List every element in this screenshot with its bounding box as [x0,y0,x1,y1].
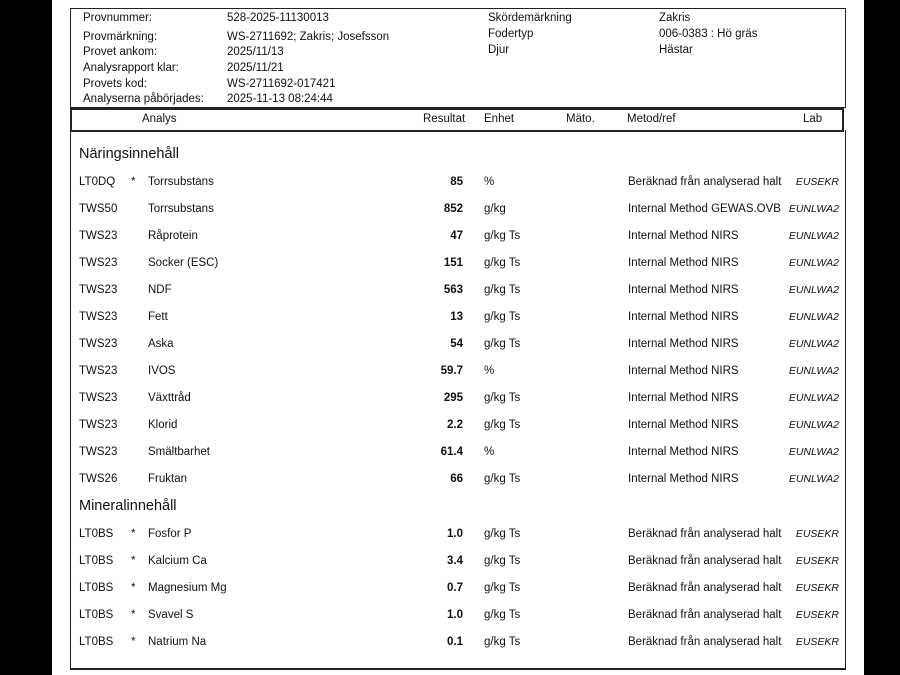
lab-code: EUNLWA2 [788,473,839,485]
unit: g/kg [484,203,506,215]
unit: g/kg Ts [484,392,521,404]
analysis-name: Natrium Na [148,636,207,648]
lab-code: EUNLWA2 [788,365,839,377]
analysis-code: TWS50 [79,203,118,215]
lab-code: EUSEKR [795,609,839,621]
method-ref: Beräknad från analyserad halt [628,582,782,594]
result-value: 66 [450,473,463,485]
lab-code: EUNLWA2 [788,203,839,215]
analysis-code: TWS23 [79,338,118,350]
result-row [71,338,845,356]
unit: g/kg Ts [484,230,521,242]
result-value: 3.4 [447,555,463,567]
value-analyser-paborjades: 2025-11-13 08:24:44 [227,93,333,105]
result-value: 151 [443,257,463,269]
result-value: 295 [443,392,463,404]
result-row [71,419,845,437]
value-provmarkning: WS-2711692; Zakris; Josefsson [227,31,390,43]
method-ref: Internal Method NIRS [628,446,739,458]
method-ref: Internal Method NIRS [628,284,739,296]
analysis-name: Aska [148,338,174,350]
result-row [71,555,845,573]
accreditation-mark: * [131,582,136,594]
method-ref: Internal Method NIRS [628,365,739,377]
value-provet-ankom: 2025/11/13 [227,46,284,58]
unit: g/kg Ts [484,636,521,648]
result-row [71,284,845,302]
accreditation-mark: * [131,636,136,648]
lab-code: EUSEKR [795,528,839,540]
method-ref: Beräknad från analyserad halt [628,609,782,621]
value-djur: Hästar [659,44,693,56]
report-page [52,0,864,675]
unit: g/kg Ts [484,257,521,269]
analysis-code: TWS23 [79,230,118,242]
label-analyser-paborjades: Analyserna påbörjades: [83,93,204,105]
lab-code: EUSEKR [795,582,839,594]
lab-code: EUNLWA2 [788,311,839,323]
unit: % [484,446,495,458]
result-value: 85 [450,176,463,188]
accreditation-mark: * [131,555,136,567]
accreditation-mark: * [131,609,136,621]
method-ref: Internal Method NIRS [628,338,739,350]
lab-code: EUNLWA2 [788,392,839,404]
method-ref: Internal Method NIRS [628,311,739,323]
result-value: 2.2 [447,419,463,431]
unit: g/kg Ts [484,338,521,350]
method-ref: Beräknad från analyserad halt [628,555,782,567]
result-value: 0.7 [447,582,463,594]
analysis-name: NDF [148,284,172,296]
method-ref: Internal Method GEWAS.OVB [628,203,781,215]
lab-code: EUNLWA2 [788,257,839,269]
result-row [71,446,845,464]
result-row [71,392,845,410]
section-title: Näringsinnehåll [79,146,179,162]
result-row [71,230,845,248]
analysis-code: TWS23 [79,365,118,377]
result-row [71,203,845,221]
result-row [71,473,845,491]
analysis-code: TWS23 [79,284,118,296]
result-row [71,528,845,546]
analysis-name: Smältbarhet [148,446,211,458]
result-row [71,176,845,194]
analysis-name: Kalcium Ca [148,555,207,567]
analysis-code: TWS23 [79,419,118,431]
column-header-bar [70,108,844,132]
analysis-name: Socker (ESC) [148,257,219,269]
analysis-code: LT0BS [79,555,114,567]
result-row [71,257,845,275]
method-ref: Internal Method NIRS [628,473,739,485]
method-ref: Internal Method NIRS [628,257,739,269]
label-provet-ankom: Provet ankom: [83,46,158,58]
method-ref: Internal Method NIRS [628,419,739,431]
col-resultat: Resultat [423,113,466,125]
result-value: 1.0 [447,528,463,540]
unit: % [484,365,495,377]
unit: g/kg Ts [484,555,521,567]
analysis-name: Fosfor P [148,528,192,540]
lab-code: EUNLWA2 [788,446,839,458]
label-fodertyp: Fodertyp [488,28,534,40]
lab-code: EUNLWA2 [788,284,839,296]
analysis-name: Råprotein [148,230,198,242]
analysis-code: LT0BS [79,609,114,621]
method-ref: Beräknad från analyserad halt [628,528,782,540]
method-ref: Internal Method NIRS [628,230,739,242]
result-value: 54 [450,338,463,350]
analysis-code: LT0BS [79,636,114,648]
unit: g/kg Ts [484,528,521,540]
analysis-name: IVOS [148,365,176,377]
analysis-name: Fett [148,311,168,323]
result-row [71,365,845,383]
result-value: 852 [443,203,463,215]
analysis-code: TWS26 [79,473,118,485]
result-value: 563 [443,284,463,296]
result-row [71,609,845,627]
col-metod: Metod/ref [627,113,676,125]
result-value: 1.0 [447,609,463,621]
col-lab: Lab [803,113,823,125]
lab-code: EUSEKR [795,555,839,567]
analysis-code: LT0DQ [79,176,116,188]
analysis-name: Klorid [148,419,178,431]
analysis-code: TWS23 [79,311,118,323]
value-provnummer: 528-2025-11130013 [227,12,329,24]
unit: g/kg Ts [484,582,521,594]
right-gutter [864,0,900,675]
analysis-code: TWS23 [79,446,118,458]
lab-code: EUNLWA2 [788,419,839,431]
label-provets-kod: Provets kod: [83,78,147,90]
analysis-code: LT0BS [79,582,114,594]
label-djur: Djur [488,44,510,56]
analysis-name: Torrsubstans [148,176,214,188]
accreditation-mark: * [131,176,136,188]
value-analysrapport-klar: 2025/11/21 [227,62,284,74]
sample-info-box [70,8,846,108]
unit: % [484,176,495,188]
results-table [70,130,846,670]
result-value: 47 [450,230,463,242]
result-value: 0.1 [447,636,463,648]
unit: g/kg Ts [484,311,521,323]
method-ref: Internal Method NIRS [628,392,739,404]
analysis-name: Svavel S [148,609,194,621]
lab-code: EUSEKR [795,176,839,188]
analysis-code: LT0BS [79,528,114,540]
label-provnummer: Provnummer: [83,12,153,24]
analysis-name: Växttråd [148,392,191,404]
method-ref: Beräknad från analyserad halt [628,176,782,188]
result-value: 59.7 [440,365,463,377]
result-value: 13 [450,311,463,323]
analysis-name: Magnesium Mg [148,582,227,594]
analysis-name: Torrsubstans [148,203,214,215]
unit: g/kg Ts [484,609,521,621]
unit: g/kg Ts [484,284,521,296]
col-mato: Mäto. [566,113,595,125]
value-fodertyp: 006-0383 : Hö gräs [659,28,758,40]
label-analysrapport-klar: Analysrapport klar: [83,62,179,74]
value-skordemarkning: Zakris [659,12,691,24]
analysis-code: TWS23 [79,392,118,404]
label-skordemarkning: Skördemärkning [488,12,572,24]
result-row [71,582,845,600]
section-title: Mineralinnehåll [79,498,177,514]
label-provmarkning: Provmärkning: [83,31,158,43]
result-value: 61.4 [440,446,463,458]
result-row [71,636,845,654]
col-analys: Analys [142,113,177,125]
unit: g/kg Ts [484,419,521,431]
col-enhet: Enhet [484,113,515,125]
lab-code: EUNLWA2 [788,230,839,242]
result-row [71,311,845,329]
lab-code: EUNLWA2 [788,338,839,350]
analysis-name: Fruktan [148,473,187,485]
value-provets-kod: WS-2711692-017421 [227,78,336,90]
accreditation-mark: * [131,528,136,540]
unit: g/kg Ts [484,473,521,485]
lab-code: EUSEKR [795,636,839,648]
method-ref: Beräknad från analyserad halt [628,636,782,648]
analysis-code: TWS23 [79,257,118,269]
